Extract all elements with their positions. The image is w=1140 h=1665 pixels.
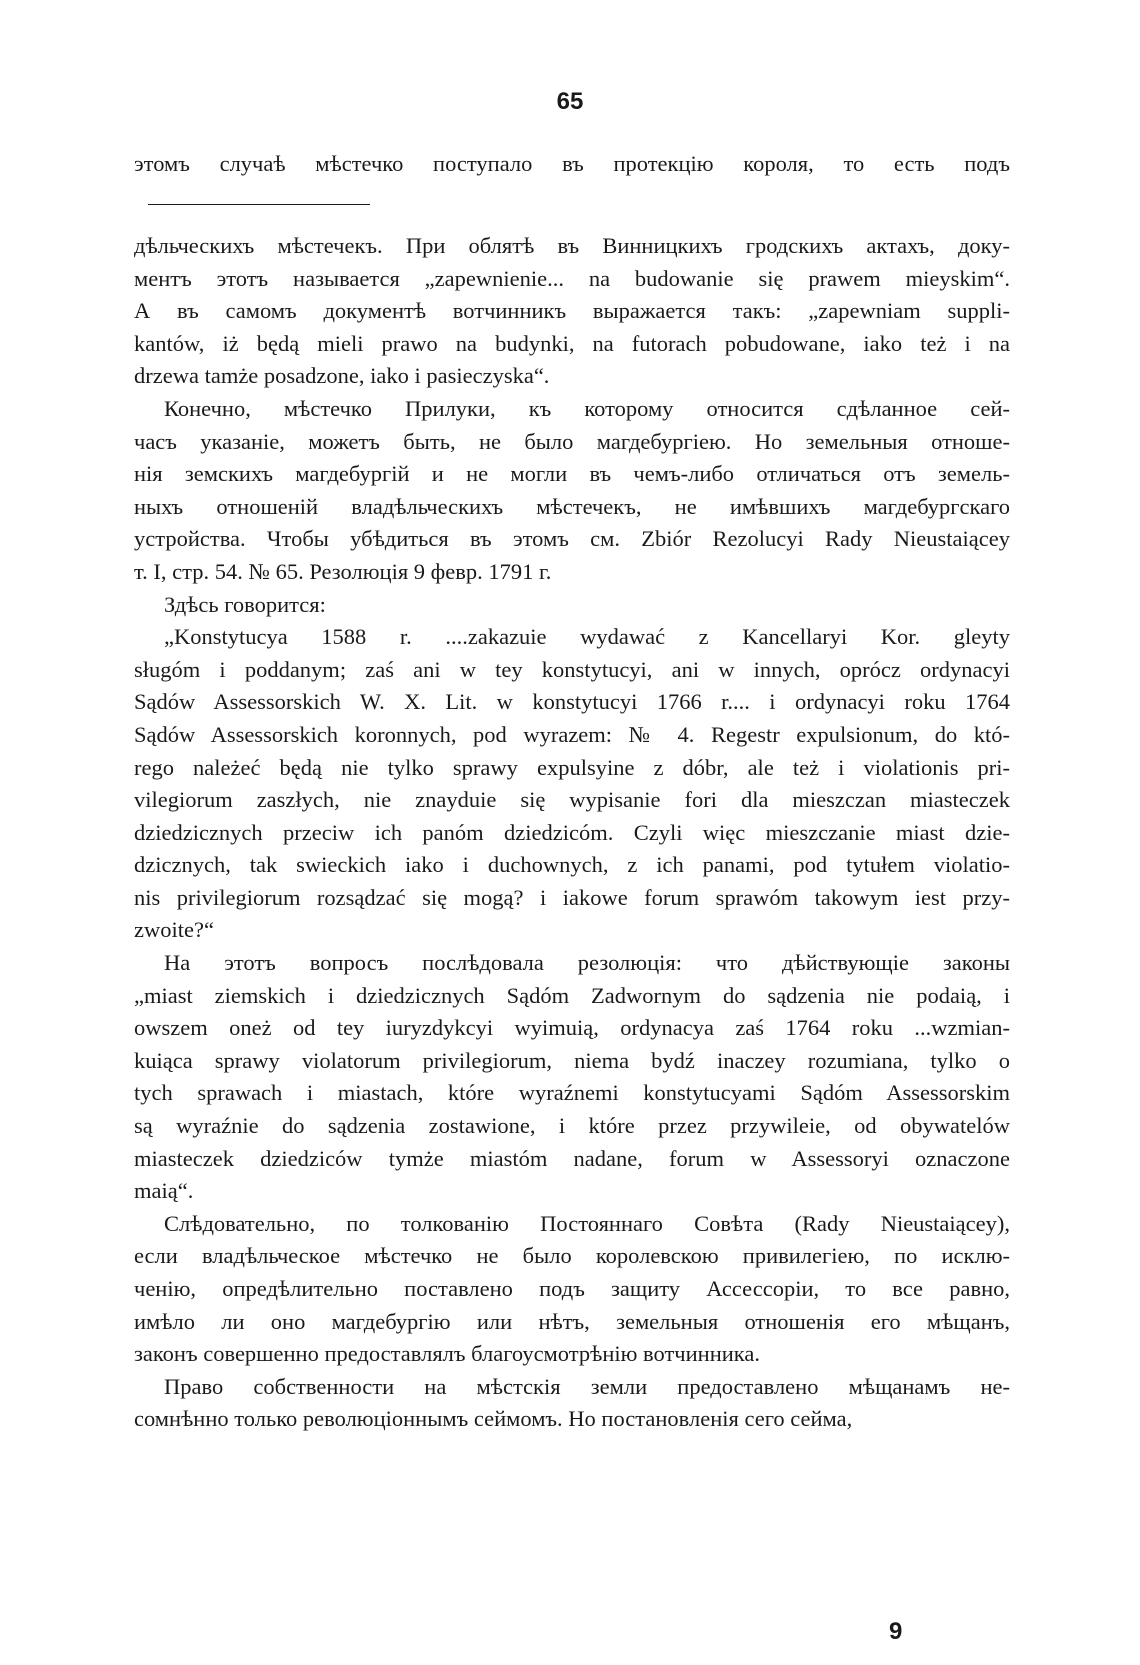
text-line: На этотъ вопросъ послѣдовала резолюція: что дѣйствующіе законы xyxy=(164,950,1010,976)
text-line: ментъ этотъ называется „zapewnienie... na budowanie się prawem mieyskim“. xyxy=(134,265,1010,291)
text-line: Конечно, мѣстечко Прилуки, къ которому относится сдѣланное сей- xyxy=(164,395,1010,421)
text-line: „Konstytucya 1588 r. ....zakazuie wydawać z Kancellaryi Kor. gleyty xyxy=(164,624,1010,650)
top-text-line-block xyxy=(134,148,1010,181)
text-line: Здѣсь говорится: xyxy=(164,591,326,617)
text-line: vilegiorum zaszłych, nie znayduie się wypisanie fori dla mieszczan miasteczek xyxy=(134,787,1010,813)
text-line: sługóm i poddanym; zaś ani w tey konstytucyi, ani w innych, oprócz ordynacyi xyxy=(134,656,1010,682)
text-line: т. I, стр. 54. № 65. Резолюція 9 февр. 1791 г. xyxy=(134,558,552,584)
text-line: ныхъ отношеній владѣльческихъ мѣстечекъ, не имѣвшихъ магдебургскаго xyxy=(134,493,1010,519)
text-line: ченію, опредѣлительно поставлено подъ защиту Ассессоріи, то все равно, xyxy=(134,1276,1010,1301)
text-line: dziedzicznych przeciw ich panóm dziedzicóm. Czyli więc mieszczanie miast dzie- xyxy=(134,819,1010,845)
text-line: Право собственности на мѣстскія земли предоставлено мѣщанамъ не- xyxy=(164,1373,1010,1399)
text-line: miasteczek dziedziców tymże miastóm nadane, forum w Assessoryi oznaczone xyxy=(134,1145,1010,1171)
text-line: нія земскихъ магдебургій и не могли въ чемъ-либо отличаться отъ земель- xyxy=(134,461,1010,487)
text-line: Слѣдовательно, по толкованію Постояннаго Совѣта (Rady Nieustaiącey), xyxy=(164,1210,1010,1236)
text-line: nis privilegiorum rozsądzać się mogą? i iakowe forum sprawóm takowym iest przy- xyxy=(134,884,1010,910)
text-line: są wyraźnie do sądzenia zostawione, i które przez przywileie, od obywatelów xyxy=(134,1113,1010,1139)
text-line: tych sprawach i miastach, które wyraźnemi konstytucyami Sądóm Assessorskim xyxy=(134,1080,1010,1106)
text-line: owszem oneż od tey iuryzdykcyi wyimuią, ordynacya zaś 1764 roku ...wzmian- xyxy=(134,1015,1010,1041)
text-line: если владѣльческое мѣстечко не было королевскою привилегіею, по исклю- xyxy=(134,1243,1010,1269)
text-line: имѣло ли оно магдебургію или нѣтъ, земельныя отношенія его мѣщанъ, xyxy=(134,1308,1010,1334)
text-line: rego należeć będą nie tylko sprawy expulsyine z dóbr, ale też i violationis pri- xyxy=(134,754,1010,780)
text-line: dzicznych, tak swieckich iako i duchownych, z ich panami, pod tytułem violatio- xyxy=(134,852,1010,878)
text-line: дѣльческихъ мѣстечекъ. При облятѣ въ Винницкихъ гродскихъ актахъ, доку- xyxy=(134,233,1010,258)
text-line: часъ указаніе, можетъ быть, не было магдебургіею. Но земельныя отноше- xyxy=(134,428,1010,454)
text-line: Sądów Assessorskich W. X. Lit. w konstytucyi 1766 r.... i ordynacyi roku 1764 xyxy=(134,689,1010,715)
main-text-body xyxy=(134,230,1010,1436)
footnote-separator-rule xyxy=(148,204,370,205)
page-number: 65 xyxy=(556,88,584,115)
text-line: сомнѣнно только революціоннымъ сеймомъ. Но постановленія сего сейма, xyxy=(134,1406,853,1432)
text-line: maią“. xyxy=(134,1178,194,1204)
text-line: законъ совершенно предоставлялъ благоусмотрѣнію вотчинника. xyxy=(134,1341,760,1367)
text-line: drzewa tamże posadzone, iako i pasieczyska“. xyxy=(134,363,550,389)
text-line: Sądów Assessorskich koronnych, pod wyrazem: № 4. Regestr expulsionum, do któ- xyxy=(134,721,1010,747)
text-line: А въ самомъ документѣ вотчинникъ выражается такъ: „zapewniam suppli- xyxy=(134,298,1010,324)
text-line: этомъ случаѣ мѣстечко поступало въ протекцію короля, то есть подъ xyxy=(134,151,1010,176)
signature-mark: 9 xyxy=(889,1618,903,1645)
text-line: „miast ziemskich i dziedzicznych Sądóm Zadwornym do sądzenia nie podaią, i xyxy=(134,982,1010,1008)
text-line: kantów, iż będą mieli prawo na budynki, na futorach pobudowane, iako też i na xyxy=(134,330,1010,356)
text-line: устройства. Чтобы убѣдиться въ этомъ см. Zbiór Rezolucyi Rady Nieustaiącey xyxy=(134,526,1010,552)
text-line: kuiąca sprawy violatorum privilegiorum, niema bydź inaczey rozumiana, tylko o xyxy=(134,1047,1010,1073)
text-line: zwoite?“ xyxy=(134,917,214,943)
